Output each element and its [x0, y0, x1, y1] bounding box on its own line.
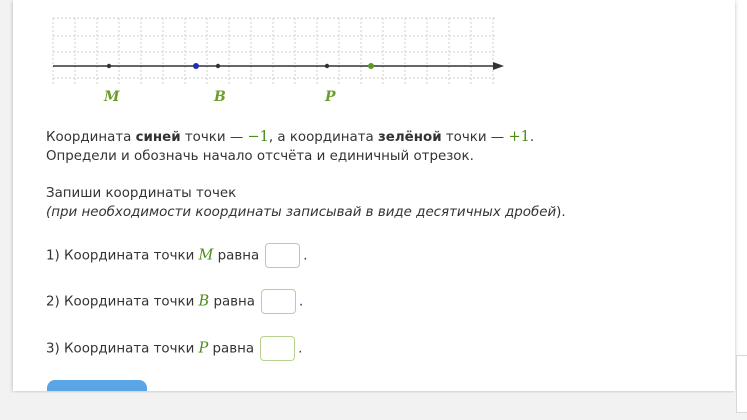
blue-word: синей — [135, 130, 181, 145]
exercise-card — [13, 0, 735, 391]
answer-input-p[interactable] — [260, 336, 295, 361]
question-3-prefix: 3) Координата точки — [46, 341, 199, 357]
question-1 — [46, 243, 307, 268]
intro-line-1 — [46, 128, 534, 147]
number-line — [49, 0, 519, 110]
question-2-suffix: равна — [209, 294, 256, 310]
check-button[interactable] — [47, 380, 147, 391]
question-1-point: M — [198, 247, 214, 264]
point-p — [325, 64, 329, 68]
task-note-open: ( — [46, 205, 52, 220]
question-2-end: . — [299, 294, 304, 310]
page-footer-strip — [0, 393, 747, 420]
intro-text-4: точки — — [441, 130, 509, 145]
intro-line-2: Определи и обозначь начало отсчёта и единичный отрезок. — [46, 149, 474, 164]
question-1-end: . — [303, 248, 308, 264]
task-title: Запиши координаты точек — [46, 186, 237, 201]
task-note — [46, 203, 566, 222]
label-b: B — [214, 89, 226, 105]
scroll-handle[interactable] — [736, 355, 747, 413]
question-1-prefix: 1) Координата точки — [46, 248, 199, 264]
intro-text-1: Координата — [46, 130, 136, 145]
answer-input-m[interactable] — [265, 243, 300, 268]
point-green — [368, 63, 374, 69]
intro-text-5: . — [529, 130, 535, 145]
green-value: +1 — [508, 129, 530, 145]
point-blue — [193, 63, 199, 69]
question-3-end: . — [298, 341, 303, 357]
left-gutter — [0, 0, 13, 420]
intro-text-3: , а координата — [268, 130, 378, 145]
task-note-close: ). — [556, 205, 566, 220]
answer-input-b[interactable] — [261, 289, 296, 314]
question-2-point: B — [198, 293, 210, 310]
point-b — [216, 64, 220, 68]
label-p: P — [325, 89, 336, 105]
question-2-prefix: 2) Координата точки — [46, 294, 199, 310]
point-m — [107, 64, 111, 68]
task-note-text: при необходимости координаты записывай в виде десятичных дробей — [51, 205, 557, 220]
question-3 — [46, 336, 302, 361]
intro-text-2: точки — — [180, 130, 248, 145]
question-3-suffix: равна — [208, 341, 255, 357]
question-2 — [46, 289, 303, 314]
question-1-suffix: равна — [213, 248, 260, 264]
number-line-arrow-icon — [493, 62, 504, 70]
green-word: зелёной — [378, 130, 442, 145]
question-3-point: P — [198, 340, 209, 357]
label-m: M — [104, 89, 120, 105]
number-line-grid — [53, 18, 497, 86]
blue-value: −1 — [247, 129, 269, 145]
